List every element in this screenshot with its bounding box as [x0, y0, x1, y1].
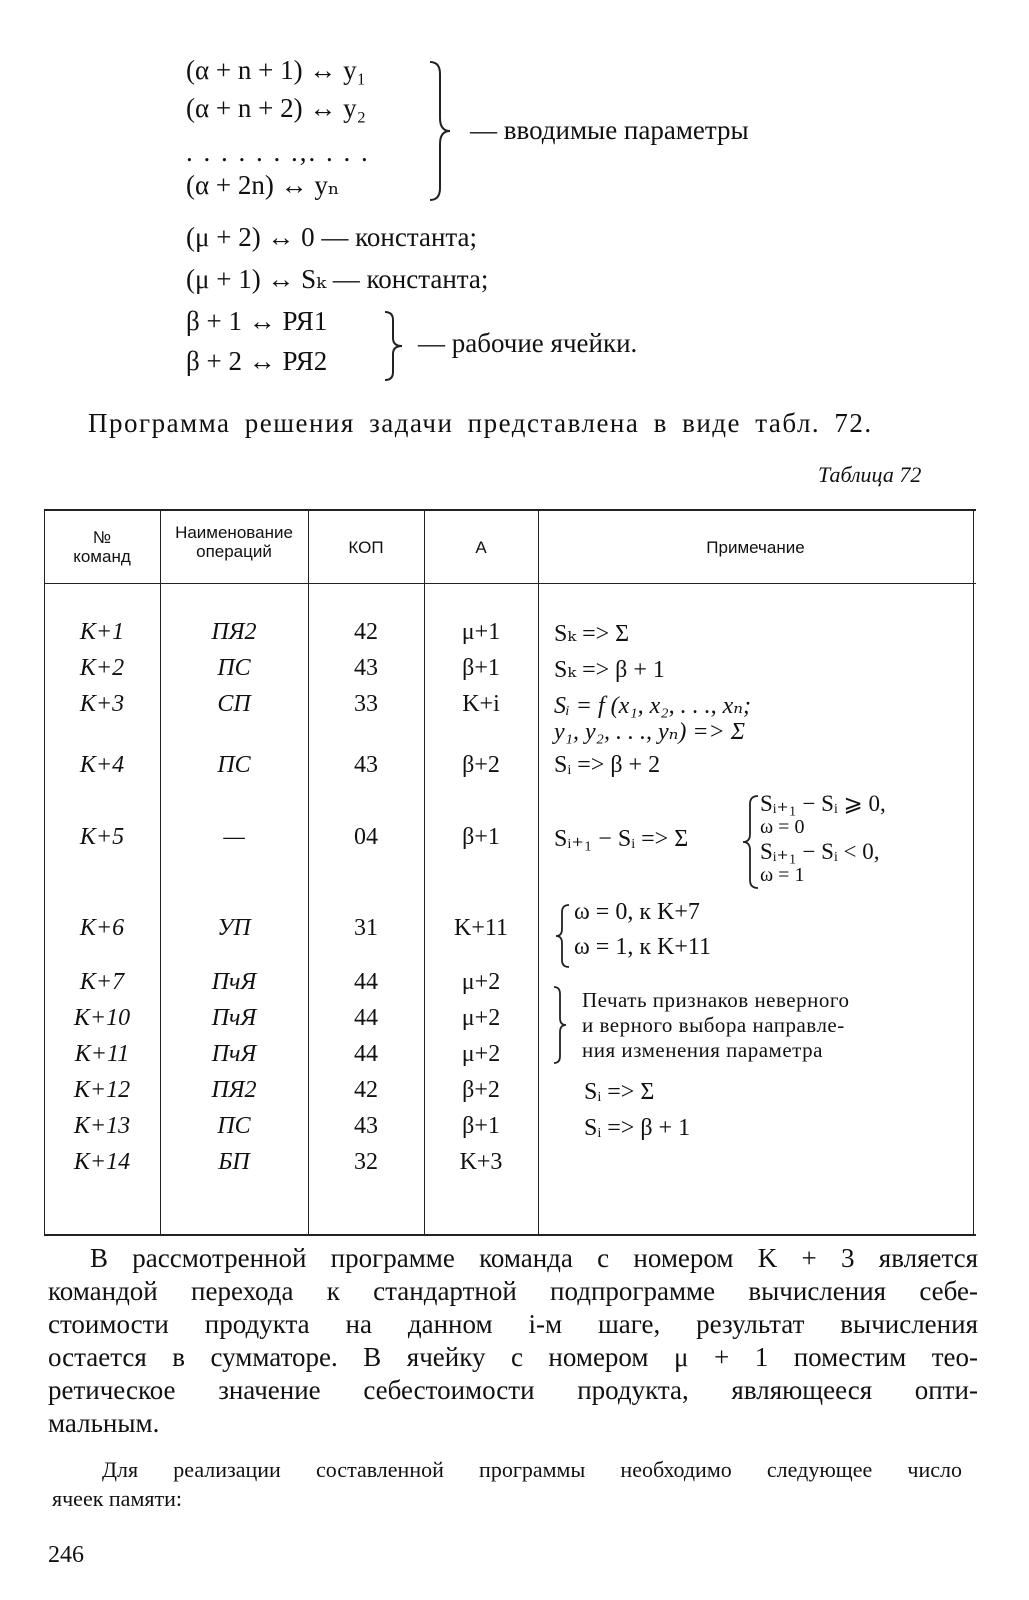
paragraph-explanation: В рассмотренной программе команда с номером K + 3 является командой перехода к стандартной подпрограмме вычисления себе- стоимости продукта на данном i-м шаге, результат вычисления остается в сумматоре. В ячейку с номером μ + 1 поместим тео- ретическое значение себестоимости продукта, являющееся опти- мальным.: [48, 1243, 978, 1438]
cell-num: K+11: [74, 1041, 130, 1067]
note-row-6b: ω = 1, к K+11: [574, 934, 711, 960]
cell-kop: 42: [354, 619, 378, 645]
note-print-line-3: ния изменения параметра: [582, 1038, 823, 1062]
def-beta1: β + 1 ↔ РЯ1: [186, 306, 328, 336]
note-row-4: Sᵢ => β + 2: [554, 752, 661, 778]
def-line-dots: . . . . . . .,. . . .: [186, 137, 370, 167]
note-row-2: Sₖ => β + 1: [554, 657, 665, 683]
def-group2-note: — рабочие ячейки.: [418, 328, 638, 358]
cell-a: β+2: [462, 752, 500, 778]
cell-num: K+12: [73, 1077, 131, 1103]
cell-num: K+13: [73, 1113, 131, 1139]
right-brace-icon: [552, 985, 568, 1065]
def-line-n: (α + 2n) ↔ yₙ: [186, 170, 340, 200]
note-row-5-cond1: Sᵢ₊₁ − Sᵢ ⩾ 0,: [760, 791, 886, 816]
page-number: 246: [48, 1542, 84, 1568]
header-note: Примечание: [706, 538, 805, 557]
cell-a: μ+2: [461, 1041, 501, 1067]
note-row-1: Sₖ => Σ: [554, 621, 630, 647]
cell-kop: 31: [354, 915, 378, 941]
cell-kop: 43: [354, 752, 378, 778]
cell-op: ПЯ2: [211, 619, 257, 645]
cell-a: β+1: [462, 655, 500, 681]
cell-op: ПчЯ: [211, 1005, 257, 1031]
note-row-5-cond2: ω = 0: [760, 816, 805, 838]
cell-op: ПЯ2: [211, 1077, 257, 1103]
note-row-3a: Sᵢ = f (x₁, x₂, . . ., xₙ;: [554, 693, 752, 719]
cell-num: K+4: [79, 752, 125, 778]
program-table: [44, 509, 976, 1236]
def-line-mu2: (μ + 2) ↔ 0 — константа;: [186, 222, 478, 252]
cell-num: K+2: [79, 655, 125, 681]
cell-kop: 44: [354, 1041, 378, 1067]
cell-op: БП: [218, 1149, 250, 1175]
intro-sentence: Программа решения задачи представлена в виде табл. 72.: [88, 408, 873, 438]
right-brace-icon: [382, 310, 408, 382]
cell-op: ПчЯ: [211, 1041, 257, 1067]
header-command-number: № команд: [73, 528, 131, 566]
cell-kop: 43: [354, 655, 378, 681]
header-operation-name: Наименование операций: [175, 523, 293, 561]
note-row-3b: y₁, y₂, . . ., yₙ) => Σ: [554, 719, 746, 745]
cell-a: β+1: [462, 1113, 500, 1139]
note-row-5-cond4: ω = 1: [760, 864, 805, 886]
cell-a: μ+1: [461, 619, 501, 645]
cell-op: УП: [217, 915, 251, 941]
right-brace-icon: [426, 60, 456, 202]
paragraph-memory-cells: Для реализации составленной программы необходимо следующее число ячеек памяти:: [52, 1457, 962, 1511]
def-line-2: (α + n + 2) ↔ y₂: [186, 93, 366, 123]
cell-num: K+5: [79, 824, 125, 850]
cell-num: K+1: [79, 619, 125, 645]
cell-a: β+2: [462, 1077, 500, 1103]
def-line-1: (α + n + 1) ↔ y₁: [186, 55, 366, 85]
header-kop: КОП: [348, 538, 384, 557]
cell-a: β+1: [462, 824, 500, 850]
cell-a: K+i: [462, 691, 500, 717]
note-row-5-main: Sᵢ₊₁ − Sᵢ => Σ: [554, 826, 689, 852]
cell-kop: 43: [354, 1113, 378, 1139]
cell-op: ПС: [217, 655, 251, 681]
def-line-mu1: (μ + 1) ↔ Sₖ — константа;: [186, 264, 489, 294]
cell-kop: 44: [354, 1005, 378, 1031]
cell-op: ПС: [217, 1113, 251, 1139]
cell-kop: 32: [354, 1149, 378, 1175]
cell-num: K+7: [79, 969, 125, 995]
cell-a: K+11: [454, 915, 508, 941]
note-row-5-cond3: Sᵢ₊₁ − Sᵢ < 0,: [760, 839, 880, 864]
table-caption: Таблица 72: [818, 462, 922, 487]
cell-a: K+3: [459, 1149, 503, 1175]
left-brace-icon: [554, 903, 572, 969]
cell-op: —: [223, 824, 245, 850]
cell-num: K+3: [79, 691, 125, 717]
note-print-line-1: Печать признаков неверного: [582, 988, 850, 1012]
note-row-6a: ω = 0, к K+7: [574, 899, 700, 925]
cell-kop: 04: [354, 824, 378, 850]
note-print-line-2: и верного выбора направле-: [582, 1013, 845, 1037]
def-group1-note: — вводимые параметры: [470, 115, 749, 145]
cell-num: K+14: [73, 1149, 131, 1175]
cell-a: μ+2: [461, 969, 501, 995]
cell-kop: 33: [354, 691, 378, 717]
note-row-13: Sᵢ => β + 1: [584, 1115, 691, 1141]
note-row-12: Sᵢ => Σ: [584, 1079, 655, 1105]
header-address: А: [475, 538, 487, 557]
cell-a: μ+2: [461, 1005, 501, 1031]
cell-op: СП: [217, 691, 251, 717]
cell-kop: 42: [354, 1077, 378, 1103]
cell-op: ПС: [217, 752, 251, 778]
cell-kop: 44: [354, 969, 378, 995]
left-brace-icon: [741, 794, 761, 890]
cell-op: ПчЯ: [211, 969, 257, 995]
def-beta2: β + 2 ↔ РЯ2: [186, 346, 328, 376]
cell-num: K+6: [79, 915, 125, 941]
cell-num: K+10: [73, 1005, 131, 1031]
